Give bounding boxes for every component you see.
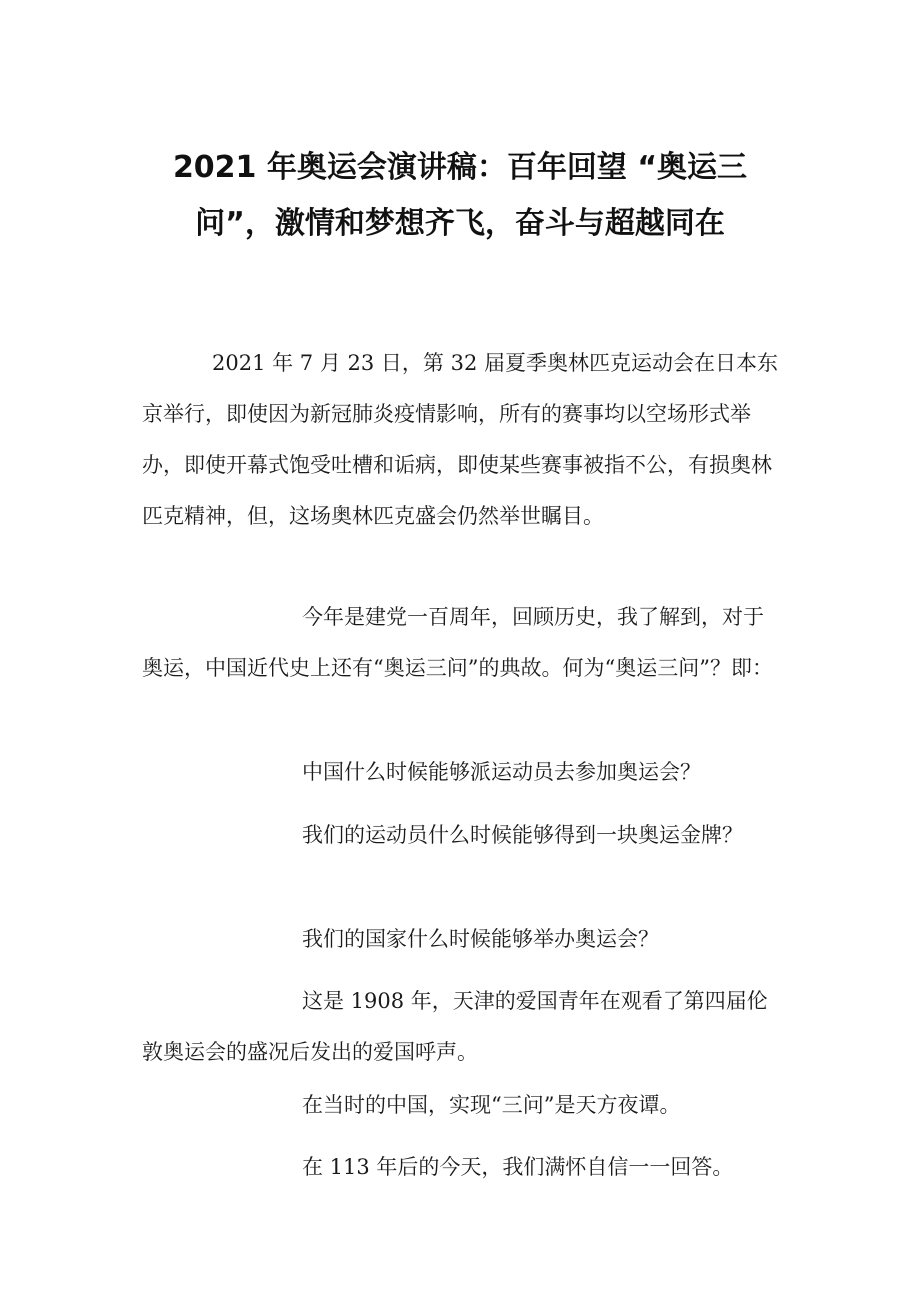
paragraph-4: 我们的运动员什么时候能够得到一块奥运金牌？: [302, 823, 743, 847]
document-title: [120, 140, 800, 252]
title-line-2: 问”，激情和梦想齐飞，奋斗与超越同在: [195, 206, 725, 241]
title-line-1: 2021 年奥运会演讲稿：百年回望 “奥运三: [172, 150, 748, 185]
paragraph-2: 今年是建党一百周年，回顾历史，我了解到，对于奥运，中国近代史上还有“奥运三问”的典故。何为“奥运三问”？即：: [142, 605, 773, 680]
paragraph-1: 2021 年 7 月 23 日，第 32 届夏季奥林匹克运动会在日本东京举行，即使因为新冠肺炎疫情影响，所有的赛事均以空场形式举办，即使开幕式饱受吐槽和诟病，即使某些赛事被指不公，有损奥林匹克精神，但，这场奥林匹克盛会仍然举世瞩目。: [142, 351, 778, 528]
paragraph-5: 我们的国家什么时候能够举办奥运会？: [302, 927, 659, 951]
paragraph-8: 在 113 年后的今天，我们满怀自信一一回答。: [302, 1155, 734, 1179]
paragraph-6: 这是 1908 年，天津的爱国青年在观看了第四届伦敦奥运会的盛况后发出的爱国呼声。: [142, 989, 768, 1064]
paragraph-7: 在当时的中国，实现“三问”是天方夜谭。: [302, 1093, 681, 1117]
paragraph-3: 中国什么时候能够派运动员去参加奥运会？: [302, 760, 701, 784]
